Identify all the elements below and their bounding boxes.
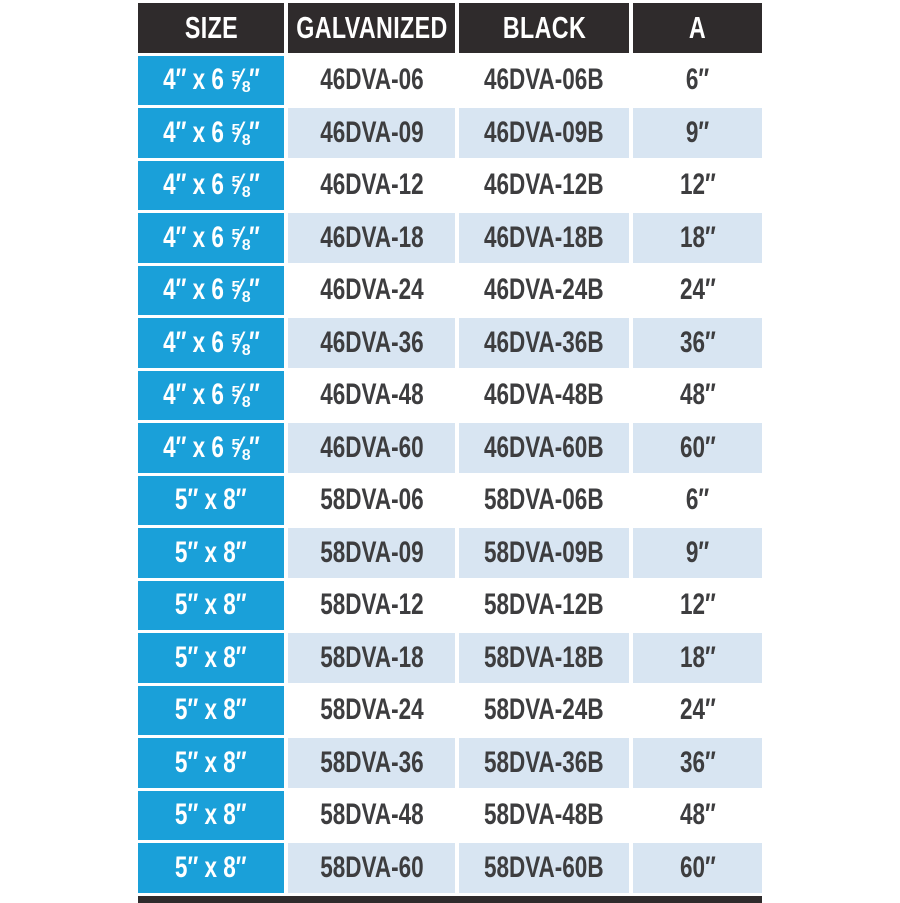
size-cell-label: 5″ x 8″ <box>175 588 247 622</box>
length-a-cell-label: 9″ <box>685 115 710 149</box>
length-a-cell <box>633 791 762 841</box>
galvanized-part-cell <box>288 791 455 841</box>
length-a-cell-label: 6″ <box>685 483 710 517</box>
black-part-cell <box>459 581 629 631</box>
galvanized-part-cell <box>288 528 455 578</box>
length-a-cell <box>633 318 762 368</box>
black-part-cell-label: 46DVA-06B <box>484 63 604 97</box>
size-cell-label: 5″ x 8″ <box>175 850 247 884</box>
galvanized-part-cell <box>288 371 455 421</box>
black-part-cell-label: 46DVA-24B <box>484 273 604 307</box>
black-part-cell-label: 46DVA-18B <box>484 220 604 254</box>
length-a-cell-label: 24″ <box>679 693 716 727</box>
black-part-cell-label: 46DVA-36B <box>484 325 604 359</box>
black-part-cell-label: 58DVA-48B <box>484 798 604 832</box>
galvanized-part-cell <box>288 581 455 631</box>
size-cell-label: 5″ x 8″ <box>175 693 247 727</box>
column-header-size <box>138 3 284 53</box>
size-cell-label: 5″ x 8″ <box>175 483 247 517</box>
vent-pipe-spec-table <box>138 3 762 903</box>
galvanized-part-cell-label: 46DVA-18 <box>319 220 424 254</box>
black-part-cell-label: 46DVA-60B <box>484 430 604 464</box>
length-a-cell <box>633 266 762 316</box>
galvanized-part-cell-label: 46DVA-60 <box>319 430 424 464</box>
size-cell-label: 5″ x 8″ <box>175 745 247 779</box>
galvanized-part-cell-label: 58DVA-48 <box>319 798 424 832</box>
length-a-cell-label: 48″ <box>679 378 716 412</box>
size-cell-label: 4″ x 6 ⅝″ <box>162 168 260 202</box>
size-cell <box>138 266 284 316</box>
galvanized-part-cell <box>288 266 455 316</box>
table-bottom-border <box>138 896 762 903</box>
size-cell <box>138 371 284 421</box>
black-part-cell <box>459 161 629 211</box>
column-header-black <box>459 3 629 53</box>
galvanized-part-cell <box>288 686 455 736</box>
length-a-cell <box>633 161 762 211</box>
black-part-cell <box>459 108 629 158</box>
size-cell <box>138 738 284 788</box>
length-a-cell-label: 48″ <box>679 798 716 832</box>
black-part-cell <box>459 791 629 841</box>
length-a-cell <box>633 56 762 106</box>
black-part-cell-label: 46DVA-48B <box>484 378 604 412</box>
galvanized-part-cell-label: 46DVA-48 <box>319 378 424 412</box>
column-header-size-label: SIZE <box>184 9 238 45</box>
size-cell-label: 4″ x 6 ⅝″ <box>162 378 260 412</box>
length-a-cell-label: 12″ <box>679 168 716 202</box>
galvanized-part-cell <box>288 213 455 263</box>
size-cell <box>138 581 284 631</box>
column-header-a <box>633 3 762 53</box>
black-part-cell <box>459 213 629 263</box>
galvanized-part-cell-label: 58DVA-09 <box>319 535 424 569</box>
size-cell <box>138 213 284 263</box>
table-grid <box>138 3 762 893</box>
size-cell-label: 5″ x 8″ <box>175 798 247 832</box>
column-header-galvanized-label: GALVANIZED <box>295 9 448 45</box>
size-cell-label: 5″ x 8″ <box>175 535 247 569</box>
length-a-cell <box>633 738 762 788</box>
black-part-cell <box>459 476 629 526</box>
black-part-cell-label: 58DVA-36B <box>484 745 604 779</box>
size-cell <box>138 56 284 106</box>
galvanized-part-cell-label: 46DVA-36 <box>319 325 424 359</box>
galvanized-part-cell <box>288 476 455 526</box>
black-part-cell-label: 58DVA-09B <box>484 535 604 569</box>
length-a-cell <box>633 423 762 473</box>
length-a-cell-label: 36″ <box>679 325 716 359</box>
column-header-galvanized <box>288 3 455 53</box>
galvanized-part-cell-label: 46DVA-06 <box>319 63 424 97</box>
length-a-cell-label: 36″ <box>679 745 716 779</box>
galvanized-part-cell-label: 58DVA-60 <box>319 850 424 884</box>
length-a-cell <box>633 581 762 631</box>
size-cell-label: 4″ x 6 ⅝″ <box>162 63 260 97</box>
length-a-cell-label: 24″ <box>679 273 716 307</box>
black-part-cell <box>459 528 629 578</box>
galvanized-part-cell <box>288 161 455 211</box>
black-part-cell <box>459 738 629 788</box>
size-cell-label: 4″ x 6 ⅝″ <box>162 273 260 307</box>
black-part-cell <box>459 686 629 736</box>
size-cell-label: 4″ x 6 ⅝″ <box>162 325 260 359</box>
black-part-cell-label: 58DVA-60B <box>484 850 604 884</box>
galvanized-part-cell-label: 58DVA-36 <box>319 745 424 779</box>
size-cell-label: 5″ x 8″ <box>175 640 247 674</box>
length-a-cell <box>633 476 762 526</box>
size-cell <box>138 791 284 841</box>
black-part-cell <box>459 56 629 106</box>
galvanized-part-cell <box>288 108 455 158</box>
galvanized-part-cell-label: 46DVA-24 <box>319 273 424 307</box>
size-cell <box>138 843 284 893</box>
length-a-cell-label: 9″ <box>685 535 710 569</box>
size-cell <box>138 318 284 368</box>
size-cell-label: 4″ x 6 ⅝″ <box>162 220 260 254</box>
length-a-cell-label: 12″ <box>679 588 716 622</box>
length-a-cell <box>633 633 762 683</box>
black-part-cell-label: 58DVA-12B <box>484 588 604 622</box>
galvanized-part-cell <box>288 56 455 106</box>
column-header-black-label: BLACK <box>502 9 586 45</box>
size-cell <box>138 161 284 211</box>
size-cell <box>138 633 284 683</box>
black-part-cell-label: 58DVA-24B <box>484 693 604 727</box>
galvanized-part-cell-label: 46DVA-12 <box>319 168 424 202</box>
black-part-cell-label: 46DVA-12B <box>484 168 604 202</box>
length-a-cell <box>633 371 762 421</box>
length-a-cell-label: 60″ <box>679 850 716 884</box>
length-a-cell-label: 18″ <box>679 220 716 254</box>
black-part-cell <box>459 371 629 421</box>
black-part-cell <box>459 843 629 893</box>
length-a-cell <box>633 686 762 736</box>
length-a-cell <box>633 843 762 893</box>
length-a-cell <box>633 213 762 263</box>
size-cell <box>138 476 284 526</box>
galvanized-part-cell <box>288 633 455 683</box>
black-part-cell <box>459 633 629 683</box>
column-header-a-label: A <box>688 9 707 45</box>
length-a-cell <box>633 528 762 578</box>
black-part-cell <box>459 266 629 316</box>
size-cell <box>138 686 284 736</box>
galvanized-part-cell-label: 58DVA-06 <box>319 483 424 517</box>
length-a-cell-label: 18″ <box>679 640 716 674</box>
galvanized-part-cell-label: 58DVA-12 <box>319 588 424 622</box>
size-cell-label: 4″ x 6 ⅝″ <box>162 115 260 149</box>
size-cell <box>138 528 284 578</box>
black-part-cell-label: 46DVA-09B <box>484 115 604 149</box>
size-cell-label: 4″ x 6 ⅝″ <box>162 430 260 464</box>
galvanized-part-cell <box>288 423 455 473</box>
size-cell <box>138 108 284 158</box>
black-part-cell-label: 58DVA-18B <box>484 640 604 674</box>
black-part-cell <box>459 318 629 368</box>
length-a-cell-label: 6″ <box>685 63 710 97</box>
black-part-cell <box>459 423 629 473</box>
galvanized-part-cell <box>288 843 455 893</box>
length-a-cell-label: 60″ <box>679 430 716 464</box>
galvanized-part-cell-label: 46DVA-09 <box>319 115 424 149</box>
galvanized-part-cell <box>288 738 455 788</box>
galvanized-part-cell <box>288 318 455 368</box>
galvanized-part-cell-label: 58DVA-18 <box>319 640 424 674</box>
size-cell <box>138 423 284 473</box>
length-a-cell <box>633 108 762 158</box>
black-part-cell-label: 58DVA-06B <box>484 483 604 517</box>
galvanized-part-cell-label: 58DVA-24 <box>319 693 424 727</box>
